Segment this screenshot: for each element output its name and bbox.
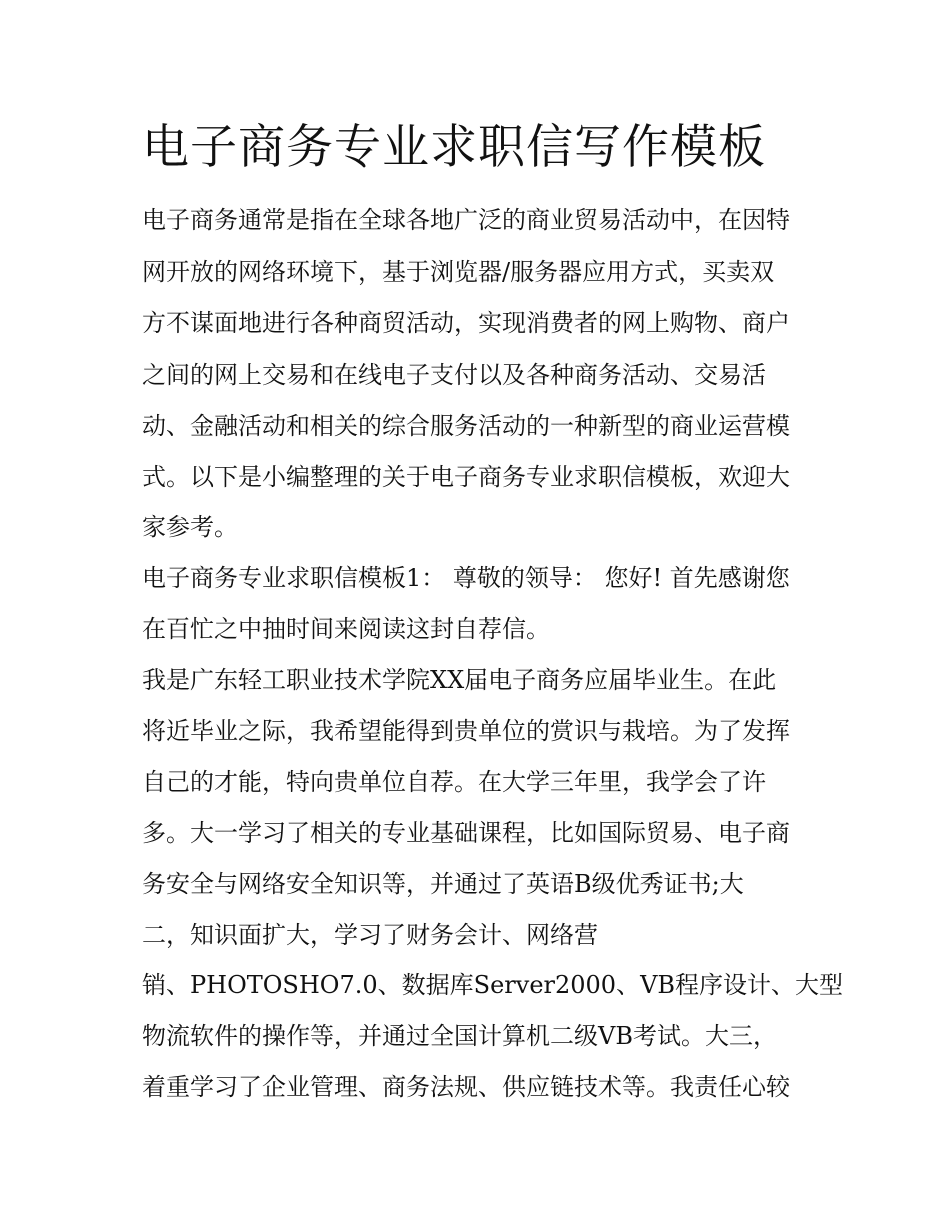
- body-line: 务安全与网络安全知识等，并通过了英语B级优秀证书;大: [142, 870, 744, 898]
- body-line: 多。大一学习了相关的专业基础课程，比如国际贸易、电子商: [142, 819, 790, 847]
- body-line: 方不谋面地进行各种商贸活动，实现消费者的网上购物、商户: [142, 309, 790, 337]
- body-line: 销、PHOTOSHO7.0、数据库Server2000、VB程序设计、大型: [142, 971, 844, 999]
- body-line: 自己的才能，特向贵单位自荐。在大学三年里，我学会了许: [142, 768, 766, 796]
- body-line: 我是广东轻工职业技术学院XX届电子商务应届毕业生。在此: [142, 666, 777, 694]
- body-line: 二，知识面扩大，学习了财务会计、网络营: [142, 921, 598, 949]
- document-title: 电子商务专业求职信写作模板: [142, 120, 766, 175]
- body-line: 电子商务通常是指在全球各地广泛的商业贸易活动中，在因特: [142, 206, 790, 234]
- body-line: 将近毕业之际，我希望能得到贵单位的赏识与栽培。为了发挥: [142, 717, 790, 745]
- body-line: 在百忙之中抽时间来阅读这封自荐信。: [142, 615, 550, 643]
- body-line: 之间的网上交易和在线电子支付以及各种商务活动、交易活: [142, 361, 766, 389]
- body-line: 电子商务专业求职信模板1： 尊敬的领导： 您好! 首先感谢您: [142, 564, 790, 592]
- body-line: 式。以下是小编整理的关于电子商务专业求职信模板，欢迎大: [142, 463, 790, 491]
- body-line: 家参考。: [142, 513, 238, 541]
- body-line: 着重学习了企业管理、商务法规、供应链技术等。我责任心较: [142, 1073, 790, 1101]
- body-line: 网开放的网络环境下，基于浏览器/服务器应用方式，买卖双: [142, 258, 775, 286]
- body-line: 物流软件的操作等，并通过全国计算机二级VB考试。大三，: [142, 1022, 777, 1050]
- body-line: 动、金融活动和相关的综合服务活动的一种新型的商业运营模: [142, 412, 790, 440]
